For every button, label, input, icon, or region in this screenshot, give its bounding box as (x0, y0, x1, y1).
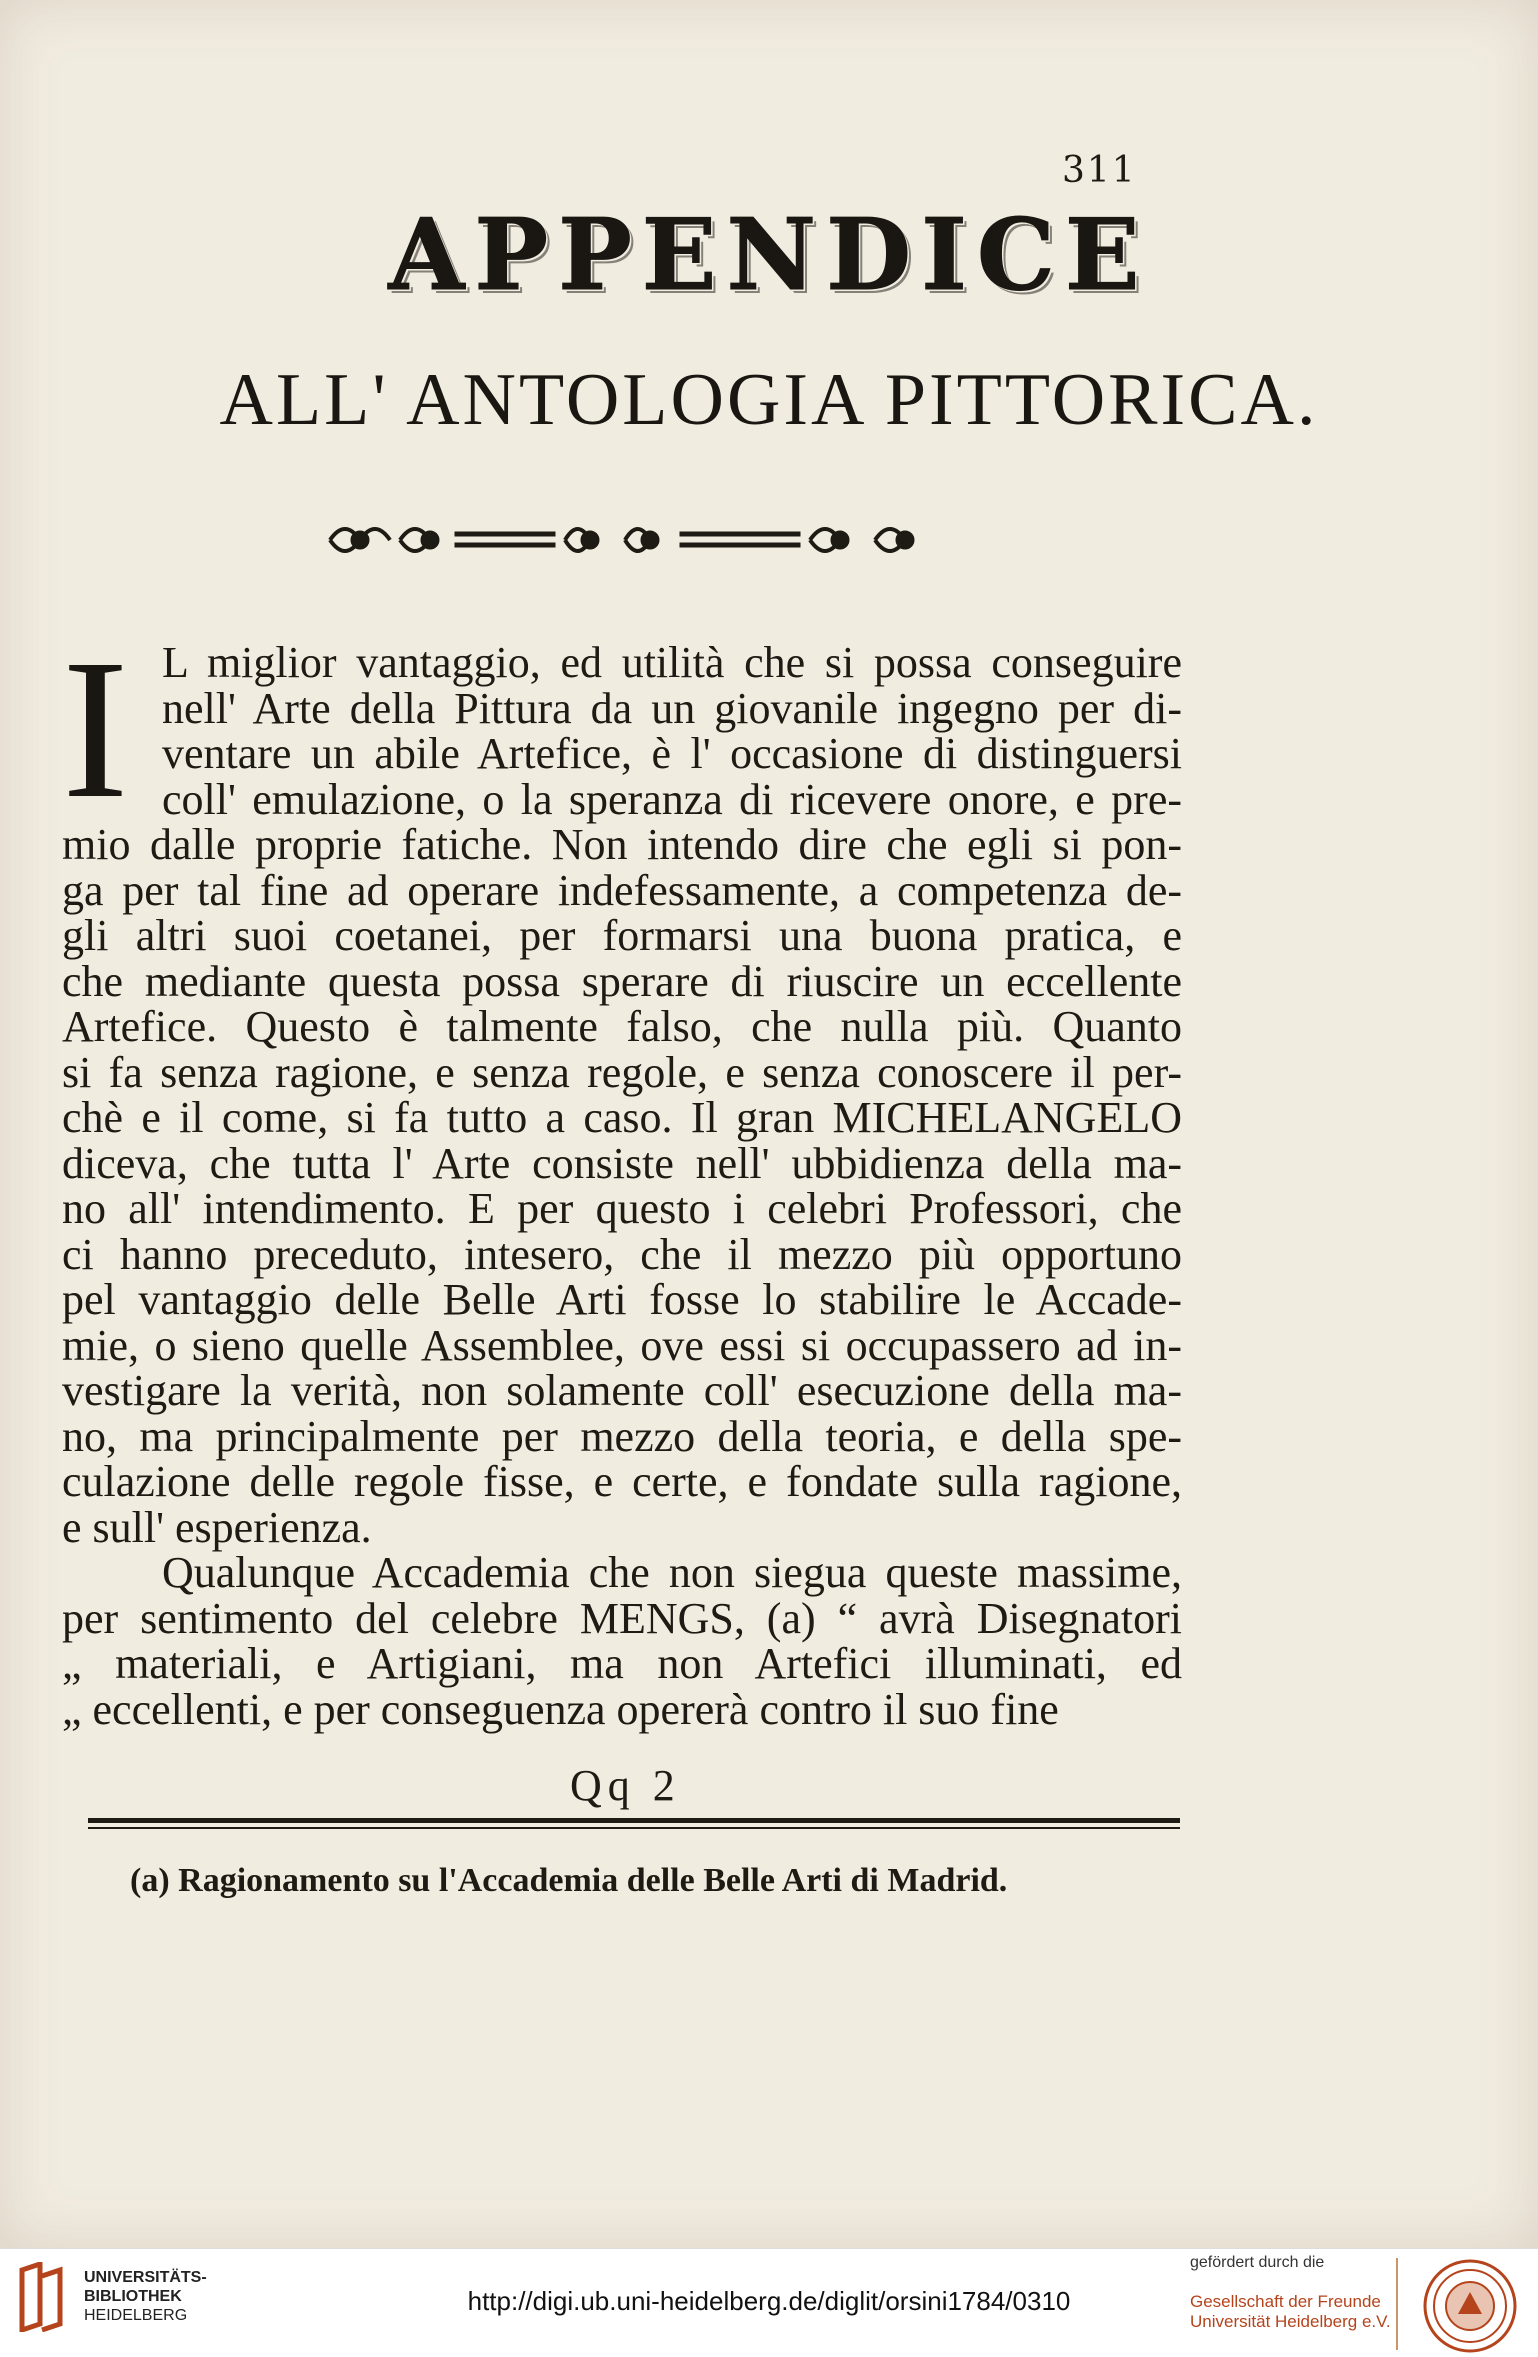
page-title: APPENDICE (388, 198, 1150, 313)
drop-cap: I (62, 619, 129, 840)
text-line: gli altri suoi coetanei, per formarsi una buona pratica, e (62, 911, 1182, 960)
text-line: per sentimento del celebre MENGS, (a) “ avrà Disegnatori (62, 1593, 1182, 1643)
footnote-rule-thin (88, 1827, 1180, 1829)
footnote: (a) Ragionamento su l'Accademia delle Belle Arti di Madrid. (130, 1862, 1008, 1899)
permalink-url[interactable]: http://digi.ub.uni-heidelberg.de/diglit/orsini1784/0310 (467, 2286, 1071, 2316)
sponsor-label: gefördert durch die (1190, 2254, 1325, 2271)
text-line: L miglior vantaggio, ed utilità che si possa conseguire (162, 638, 1182, 687)
page-subtitle: ALL' ANTOLOGIA PITTORICA. (219, 359, 1319, 441)
text-line: chè e il come, si fa tutto a caso. Il gran MICHELANGELO (62, 1093, 1182, 1142)
text-line: ga per tal fine ad operare indefessamente, a competenza de- (62, 865, 1182, 915)
text-line: Qualunque Accademia che non siegua queste massime, (162, 1548, 1182, 1597)
text-line: si fa senza ragione, e senza regole, e senza conoscere il per- (62, 1047, 1182, 1097)
text-line: „ eccellenti, e per conseguenza opererà contro il suo fine (62, 1684, 1059, 1734)
library-name-line: BIBLIOTHEK (84, 2288, 182, 2305)
page-number: 311 (1062, 150, 1137, 191)
sponsor-name (1190, 2292, 1391, 2332)
text-line: ventare un abile Artefice, è l' occasione di distinguersi (162, 729, 1182, 778)
text-line: culazione delle regole fisse, e certe, e fondate sulla ragione, (62, 1457, 1182, 1506)
footnote-rule (88, 1818, 1180, 1823)
university-seal-icon (1422, 2258, 1518, 2354)
text-line: „ materiali, e Artigiani, ma non Artefici illuminati, ed (62, 1639, 1182, 1688)
sponsor-name-line: Universität Heidelberg e.V. (1190, 2312, 1391, 2331)
text-line: vestigare la verità, non solamente coll' esecuzione della ma- (62, 1366, 1182, 1415)
text-line: mio dalle proprie fatiche. Non intendo dire che egli si pon- (62, 820, 1182, 869)
text-line: e sull' esperienza. (62, 1502, 372, 1552)
text-line: pel vantaggio delle Belle Arti fosse lo stabilire le Accade- (62, 1275, 1182, 1324)
text-line: coll' emulazione, o la speranza di ricevere onore, e pre- (162, 774, 1182, 824)
text-line: che mediante questa possa sperare di riuscire un eccellente (62, 956, 1182, 1006)
text-line: no, ma principalmente per mezzo della teoria, e della spe- (62, 1411, 1182, 1461)
ornament-divider-icon (320, 510, 940, 570)
text-line: Artefice. Questo è talmente falso, che nulla più. Quanto (62, 1002, 1182, 1051)
text-line: no all' intendimento. E per questo i celebri Professori, che (62, 1184, 1182, 1233)
body-text (62, 619, 1182, 1734)
sponsor-divider (1396, 2258, 1398, 2350)
text-line: nell' Arte della Pittura da un giovanile ingegno per di- (162, 683, 1182, 733)
library-name-line: UNIVERSITÄTS- (84, 2269, 207, 2286)
signature-mark: Qq 2 (570, 1761, 681, 1810)
text-line: diceva, che tutta l' Arte consiste nell' ubbidienza della ma- (62, 1138, 1182, 1188)
library-name-line: HEIDELBERG (84, 2307, 188, 2324)
text-line: mie, o sieno quelle Assemblee, ove essi si occupassero ad in- (62, 1320, 1182, 1370)
sponsor-name-line: Gesellschaft der Freunde (1190, 2292, 1381, 2311)
text-line: ci hanno preceduto, intesero, che il mezzo più opportuno (62, 1229, 1182, 1279)
